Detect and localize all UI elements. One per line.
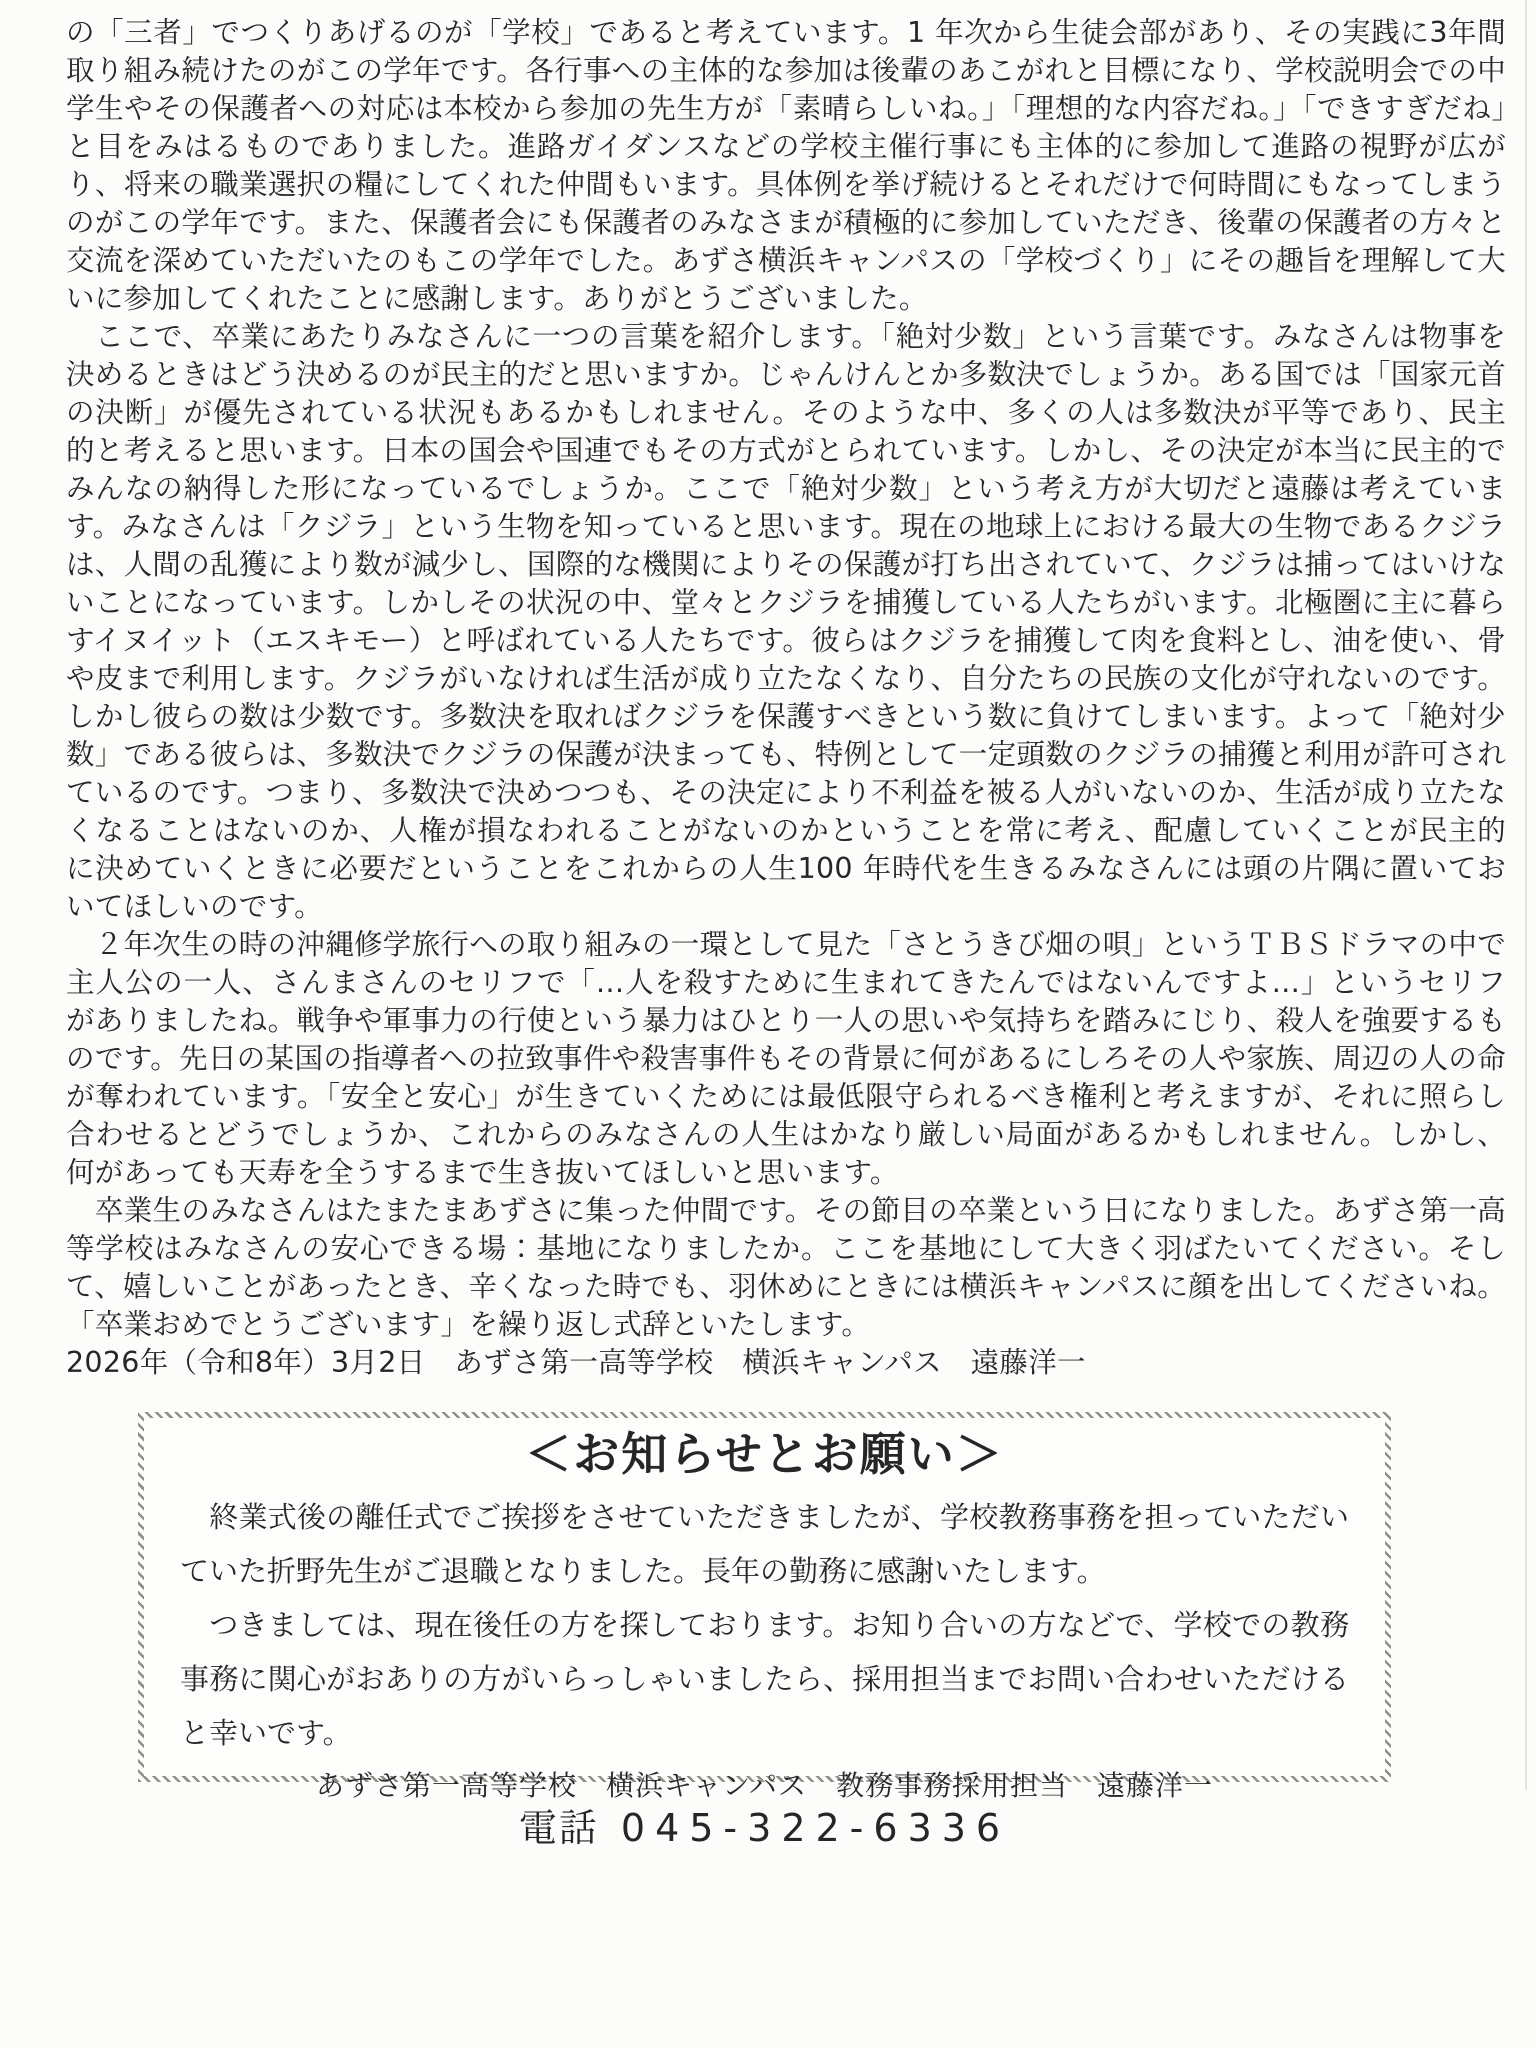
notice-paragraph: つきましては、現在後任の方を探しております。お知り合いの方などで、学校での教務事務に関心がおありの方がいらっしゃいましたら、採用担当までお問い合わせいただけると幸いです。	[180, 1608, 1349, 1750]
signature-line: 2026年（令和8年）3月2日 あずさ第一高等学校 横浜キャンパス 遠藤洋一	[66, 1346, 1086, 1379]
letter-body	[66, 14, 1506, 1382]
notice-phone-line	[180, 1806, 1349, 1850]
phone-number: 045-322-6336	[620, 1806, 1011, 1850]
letter-paragraph: ２年次生の時の沖縄修学旅行への取り組みの一環として見た「さとうきび畑の唄」というＴＢＳドラマの中で主人公の一人、さんまさんのセリフで「…人を殺すために生まれてきたんではないんですよ…」というセリフがありましたね。戦争や軍事力の行使という暴力はひとり一人の思いや気持ちを踏みにじり、殺人を強要するものです。先日の某国の指導者への拉致事件や殺害事件もその背景に何があるにしろその人や家族、周辺の人の命が奪われています。「安全と安心」が生きていくためには最低限守られるべき権利と考えますが、それに照らし合わせるとどうでしょうか、これからのみなさんの人生はかなり厳しい局面があるかもしれません。しかし、何があっても天寿を全うするまで生き抜いてほしいと思います。	[66, 928, 1507, 1189]
letter-paragraph: の「三者」でつくりあげるのが「学校」であると考えています。1 年次から生徒会部があり、その実践に3年間取り組み続けたのがこの学年です。各行事への主体的な参加は後輩のあこがれと目標になり、学校説明会での中学生やその保護者への対応は本校から参加の先生方が「素晴らしいね。」「理想的な内容だね。」「できすぎだね」と目をみはるものでありました。進路ガイダンスなどの学校主催行事にも主体的に参加して進路の視野が広がり、将来の職業選択の糧にしてくれた仲間もいます。具体例を挙げ続けるとそれだけで何時間にもなってしまうのがこの学年です。また、保護者会にも保護者のみなさまが積極的に参加していただき、後輩の保護者の方々と交流を深めていただいたのもこの学年でした。あずさ横浜キャンパスの「学校づくり」にその趣旨を理解して大いに参加してくれたことに感謝します。ありがとうございました。	[66, 16, 1506, 315]
notice-paragraph: 終業式後の離任式でご挨拶をさせていただきましたが、学校教務事務を担っていただいていた折野先生がご退職となりました。長年の勤務に感謝いたします。	[180, 1500, 1349, 1588]
letter-paragraph: ここで、卒業にあたりみなさんに一つの言葉を紹介します。「絶対少数」という言葉です。みなさんは物事を決めるときはどう決めるのが民主的だと思いますか。じゃんけんとか多数決でしょうか。ある国では「国家元首の決断」が優先されている状況もあるかもしれません。そのような中、多くの人は多数決が平等であり、民主的と考えると思います。日本の国会や国連でもその方式がとられています。しかし、その決定が本当に民主的でみんなの納得した形になっているでしょうか。ここで「絶対少数」という考え方が大切だと遠藤は考えています。みなさんは「クジラ」という生物を知っていると思います。現在の地球上における最大の生物であるクジラは、人間の乱獲により数が減少し、国際的な機関によりその保護が打ち出されていて、クジラは捕ってはいけないことになっています。しかしその状況の中、堂々とクジラを捕獲している人たちがいます。北極圏に主に暮らすイヌイット（エスキモー）と呼ばれている人たちです。彼らはクジラを捕獲して肉を食料とし、油を使い、骨や皮まで利用します。クジラがいなければ生活が成り立たなくなり、自分たちの民族の文化が守れないのです。しかし彼らの数は少数です。多数決を取ればクジラを保護すべきという数に負けてしまいます。よって「絶対少数」である彼らは、多数決でクジラの保護が決まっても、特例として一定頭数のクジラの捕獲と利用が許可されているのです。つまり、多数決で決めつつも、その決定により不利益を被る人がいないのか、生活が成り立たなくなることはないのか、人権が損なわれることがないのかということを常に考え、配慮していくことが民主的に決めていくときに必要だということをこれからの人生100 年時代を生きるみなさんには頭の片隅に置いておいてほしいのです。	[66, 320, 1507, 923]
notice-title: ＜お知らせとお願い＞	[525, 1427, 1004, 1481]
letter-paragraph: 卒業生のみなさんはたまたまあずさに集った仲間です。その節目の卒業という日になりました。あずさ第一高等学校はみなさんの安心できる場：基地になりましたか。ここを基地にして大きく羽ばたいてください。そして、嬉しいことがあったとき、辛くなった時でも、羽休めにときには横浜キャンパスに顔を出してくださいね。「卒業おめでとうございます」を繰り返し式辞といたします。	[66, 1194, 1506, 1341]
notice-contact-line: あずさ第一高等学校 横浜キャンパス 教務事務採用担当 遠藤洋一	[315, 1769, 1214, 1802]
phone-label: 電話	[518, 1806, 599, 1850]
notice-box	[138, 1412, 1391, 1850]
scan-artifact-line	[1525, 0, 1527, 1790]
